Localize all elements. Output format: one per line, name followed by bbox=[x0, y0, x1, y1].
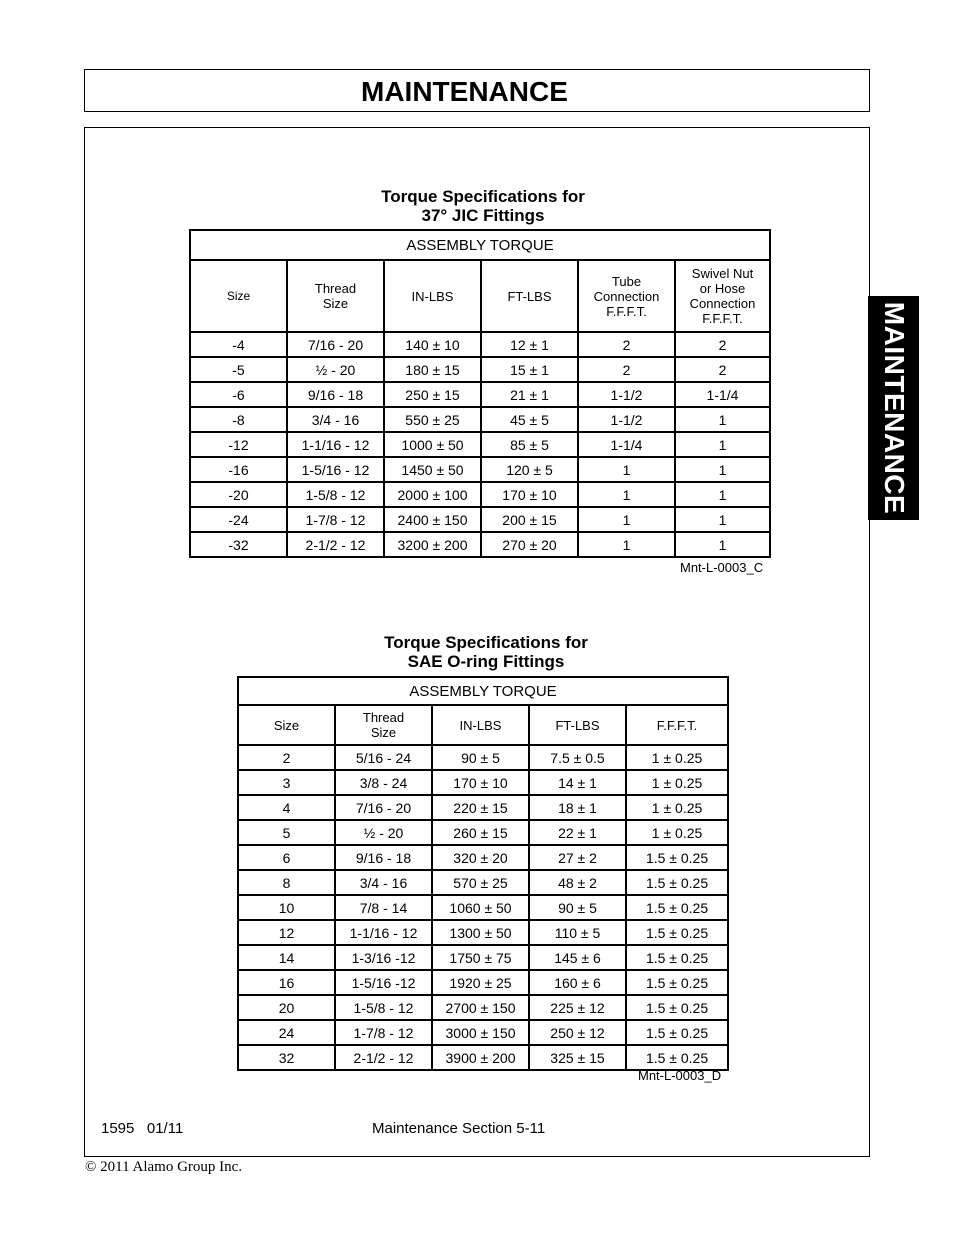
sae-cell: 2700 ± 150 bbox=[432, 995, 529, 1020]
sae-cell: 1920 ± 25 bbox=[432, 970, 529, 995]
sae-cell: 570 ± 25 bbox=[432, 870, 529, 895]
jic-cell: 21 ± 1 bbox=[481, 382, 578, 407]
sae-cell: 90 ± 5 bbox=[529, 895, 626, 920]
sae-cell: 12 bbox=[238, 920, 335, 945]
jic-cell: 250 ± 15 bbox=[384, 382, 481, 407]
footer-model-date: 1595 01/11 bbox=[101, 1120, 184, 1137]
jic-col-swivel: Swivel Nut or Hose Connection F.F.F.T. bbox=[675, 260, 770, 332]
sae-cell: 1-1/16 - 12 bbox=[335, 920, 432, 945]
jic-cell: 180 ± 15 bbox=[384, 357, 481, 382]
jic-cell: -4 bbox=[190, 332, 287, 357]
sae-cell: 3/8 - 24 bbox=[335, 770, 432, 795]
jic-cell: 1-1/4 bbox=[675, 382, 770, 407]
sae-cell: 1.5 ± 0.25 bbox=[626, 895, 728, 920]
sae-cell: 24 bbox=[238, 1020, 335, 1045]
jic-figure-code: Mnt-L-0003_C bbox=[680, 560, 764, 575]
jic-cell: -12 bbox=[190, 432, 287, 457]
sae-cell: 9/16 - 18 bbox=[335, 845, 432, 870]
sae-col-ffft: F.F.F.T. bbox=[626, 705, 728, 745]
sae-table-row bbox=[238, 920, 728, 945]
page-title: MAINTENANCE bbox=[361, 76, 568, 107]
side-tab-label: MAINTENANCE bbox=[878, 301, 910, 515]
sae-cell: 5/16 - 24 bbox=[335, 745, 432, 770]
sae-torque-table bbox=[237, 676, 729, 1071]
sae-cell: 1300 ± 50 bbox=[432, 920, 529, 945]
jic-cell: 3/4 - 16 bbox=[287, 407, 384, 432]
jic-cell: 2 bbox=[578, 332, 675, 357]
jic-cell: 15 ± 1 bbox=[481, 357, 578, 382]
sae-cell: 1-5/16 -12 bbox=[335, 970, 432, 995]
sae-cell: 1.5 ± 0.25 bbox=[626, 995, 728, 1020]
jic-cell: 2-1/2 - 12 bbox=[287, 532, 384, 557]
sae-cell: 8 bbox=[238, 870, 335, 895]
sae-cell: 3900 ± 200 bbox=[432, 1045, 529, 1070]
jic-cell: -16 bbox=[190, 457, 287, 482]
sae-cell: 1.5 ± 0.25 bbox=[626, 970, 728, 995]
jic-table-row bbox=[190, 532, 770, 557]
sae-assembly-torque-header: ASSEMBLY TORQUE bbox=[238, 677, 728, 705]
jic-col-tube: Tube Connection F.F.F.T. bbox=[578, 260, 675, 332]
sae-table-title bbox=[333, 633, 639, 671]
footer-section: Maintenance Section 5-11 bbox=[372, 1120, 546, 1137]
sae-cell: 160 ± 6 bbox=[529, 970, 626, 995]
sae-cell: 2 bbox=[238, 745, 335, 770]
sae-cell: 2-1/2 - 12 bbox=[335, 1045, 432, 1070]
jic-cell: 1-5/16 - 12 bbox=[287, 457, 384, 482]
sae-cell: 1.5 ± 0.25 bbox=[626, 920, 728, 945]
jic-cell: -5 bbox=[190, 357, 287, 382]
sae-cell: ½ - 20 bbox=[335, 820, 432, 845]
jic-cell: 3200 ± 200 bbox=[384, 532, 481, 557]
sae-col-thread: Thread Size bbox=[335, 705, 432, 745]
sae-cell: 1.5 ± 0.25 bbox=[626, 945, 728, 970]
sae-cell: 10 bbox=[238, 895, 335, 920]
sae-cell: 5 bbox=[238, 820, 335, 845]
sae-col-size: Size bbox=[238, 705, 335, 745]
sae-cell: 260 ± 15 bbox=[432, 820, 529, 845]
sae-cell: 14 bbox=[238, 945, 335, 970]
sae-cell: 22 ± 1 bbox=[529, 820, 626, 845]
jic-title-line1: Torque Specifications for bbox=[381, 187, 585, 206]
sae-cell: 250 ± 12 bbox=[529, 1020, 626, 1045]
jic-cell: 1 bbox=[675, 457, 770, 482]
jic-cell: 170 ± 10 bbox=[481, 482, 578, 507]
sae-cell: 1.5 ± 0.25 bbox=[626, 1045, 728, 1070]
sae-table-row bbox=[238, 845, 728, 870]
sae-cell: 6 bbox=[238, 845, 335, 870]
jic-cell: 2 bbox=[578, 357, 675, 382]
sae-table-row bbox=[238, 1045, 728, 1070]
jic-torque-table bbox=[189, 229, 771, 558]
jic-col-thread: Thread Size bbox=[287, 260, 384, 332]
jic-cell: 1 bbox=[578, 457, 675, 482]
jic-cell: -24 bbox=[190, 507, 287, 532]
jic-cell: 270 ± 20 bbox=[481, 532, 578, 557]
jic-cell: 1 bbox=[675, 432, 770, 457]
sae-cell: 1 ± 0.25 bbox=[626, 795, 728, 820]
sae-cell: 145 ± 6 bbox=[529, 945, 626, 970]
sae-cell: 1-7/8 - 12 bbox=[335, 1020, 432, 1045]
sae-cell: 1 ± 0.25 bbox=[626, 770, 728, 795]
sae-table-row bbox=[238, 820, 728, 845]
sae-cell: 1060 ± 50 bbox=[432, 895, 529, 920]
jic-cell: 1 bbox=[675, 407, 770, 432]
sae-table-row bbox=[238, 970, 728, 995]
sae-cell: 320 ± 20 bbox=[432, 845, 529, 870]
sae-cell: 32 bbox=[238, 1045, 335, 1070]
sae-cell: 27 ± 2 bbox=[529, 845, 626, 870]
sae-cell: 1.5 ± 0.25 bbox=[626, 1020, 728, 1045]
jic-cell: ½ - 20 bbox=[287, 357, 384, 382]
sae-cell: 225 ± 12 bbox=[529, 995, 626, 1020]
jic-cell: -20 bbox=[190, 482, 287, 507]
jic-cell: 1 bbox=[675, 507, 770, 532]
jic-cell: 1-7/8 - 12 bbox=[287, 507, 384, 532]
sae-title-line1: Torque Specifications for bbox=[384, 633, 588, 652]
jic-col-size: Size bbox=[190, 260, 287, 332]
sae-table-row bbox=[238, 895, 728, 920]
jic-cell: 1-1/2 bbox=[578, 382, 675, 407]
sae-cell: 1-5/8 - 12 bbox=[335, 995, 432, 1020]
jic-table-row bbox=[190, 457, 770, 482]
sae-cell: 16 bbox=[238, 970, 335, 995]
sae-cell: 170 ± 10 bbox=[432, 770, 529, 795]
sae-cell: 1 ± 0.25 bbox=[626, 820, 728, 845]
jic-table-title bbox=[330, 187, 636, 225]
sae-cell: 90 ± 5 bbox=[432, 745, 529, 770]
sae-cell: 1.5 ± 0.25 bbox=[626, 870, 728, 895]
sae-cell: 7/8 - 14 bbox=[335, 895, 432, 920]
sae-cell: 18 ± 1 bbox=[529, 795, 626, 820]
jic-cell: 120 ± 5 bbox=[481, 457, 578, 482]
jic-assembly-torque-header: ASSEMBLY TORQUE bbox=[190, 230, 770, 260]
jic-cell: 1 bbox=[675, 532, 770, 557]
jic-table-row bbox=[190, 432, 770, 457]
sae-cell: 325 ± 15 bbox=[529, 1045, 626, 1070]
sae-table-row bbox=[238, 745, 728, 770]
jic-cell: 1-1/4 bbox=[578, 432, 675, 457]
jic-cell: -8 bbox=[190, 407, 287, 432]
jic-table-row bbox=[190, 332, 770, 357]
jic-header-row bbox=[190, 260, 770, 332]
sae-cell: 3 bbox=[238, 770, 335, 795]
sae-table-row bbox=[238, 870, 728, 895]
sae-cell: 1.5 ± 0.25 bbox=[626, 845, 728, 870]
sae-header-row bbox=[238, 705, 728, 745]
jic-cell: 85 ± 5 bbox=[481, 432, 578, 457]
jic-cell: 12 ± 1 bbox=[481, 332, 578, 357]
jic-cell: 2000 ± 100 bbox=[384, 482, 481, 507]
sae-table-row bbox=[238, 795, 728, 820]
jic-cell: 9/16 - 18 bbox=[287, 382, 384, 407]
sae-cell: 14 ± 1 bbox=[529, 770, 626, 795]
jic-cell: -32 bbox=[190, 532, 287, 557]
sae-table-row bbox=[238, 770, 728, 795]
sae-cell: 3/4 - 16 bbox=[335, 870, 432, 895]
sae-cell: 7/16 - 20 bbox=[335, 795, 432, 820]
sae-figure-code: Mnt-L-0003_D bbox=[638, 1068, 722, 1083]
copyright-notice: © 2011 Alamo Group Inc. bbox=[85, 1159, 243, 1175]
jic-cell: 200 ± 15 bbox=[481, 507, 578, 532]
sae-cell: 48 ± 2 bbox=[529, 870, 626, 895]
sae-table-row bbox=[238, 945, 728, 970]
sae-cell: 220 ± 15 bbox=[432, 795, 529, 820]
jic-cell: 1 bbox=[578, 507, 675, 532]
sae-col-inlbs: IN-LBS bbox=[432, 705, 529, 745]
jic-cell: 1-1/2 bbox=[578, 407, 675, 432]
jic-table-row bbox=[190, 507, 770, 532]
jic-col-inlbs: IN-LBS bbox=[384, 260, 481, 332]
sae-table-row bbox=[238, 995, 728, 1020]
jic-cell: 550 ± 25 bbox=[384, 407, 481, 432]
sae-cell: 4 bbox=[238, 795, 335, 820]
jic-table-row bbox=[190, 382, 770, 407]
jic-cell: 1 bbox=[675, 482, 770, 507]
sae-title-line2: SAE O-ring Fittings bbox=[407, 652, 565, 671]
sae-cell: 20 bbox=[238, 995, 335, 1020]
jic-cell: 1000 ± 50 bbox=[384, 432, 481, 457]
jic-cell: -6 bbox=[190, 382, 287, 407]
jic-cell: 140 ± 10 bbox=[384, 332, 481, 357]
jic-cell: 2 bbox=[675, 357, 770, 382]
sae-col-ftlbs: FT-LBS bbox=[529, 705, 626, 745]
jic-cell: 1-1/16 - 12 bbox=[287, 432, 384, 457]
jic-cell: 1450 ± 50 bbox=[384, 457, 481, 482]
jic-cell: 1-5/8 - 12 bbox=[287, 482, 384, 507]
sae-cell: 1-3/16 -12 bbox=[335, 945, 432, 970]
jic-cell: 2 bbox=[675, 332, 770, 357]
jic-cell: 2400 ± 150 bbox=[384, 507, 481, 532]
jic-cell: 1 bbox=[578, 482, 675, 507]
jic-table-row bbox=[190, 407, 770, 432]
jic-col-ftlbs: FT-LBS bbox=[481, 260, 578, 332]
jic-title-line2: 37° JIC Fittings bbox=[421, 206, 545, 225]
sae-cell: 110 ± 5 bbox=[529, 920, 626, 945]
jic-cell: 1 bbox=[578, 532, 675, 557]
sae-cell: 1 ± 0.25 bbox=[626, 745, 728, 770]
jic-cell: 45 ± 5 bbox=[481, 407, 578, 432]
sae-cell: 7.5 ± 0.5 bbox=[529, 745, 626, 770]
sae-cell: 1750 ± 75 bbox=[432, 945, 529, 970]
sae-cell: 3000 ± 150 bbox=[432, 1020, 529, 1045]
jic-table-row bbox=[190, 482, 770, 507]
sae-table-row bbox=[238, 1020, 728, 1045]
header-box bbox=[84, 69, 870, 112]
section-side-tab bbox=[868, 296, 919, 520]
jic-cell: 7/16 - 20 bbox=[287, 332, 384, 357]
jic-table-row bbox=[190, 357, 770, 382]
